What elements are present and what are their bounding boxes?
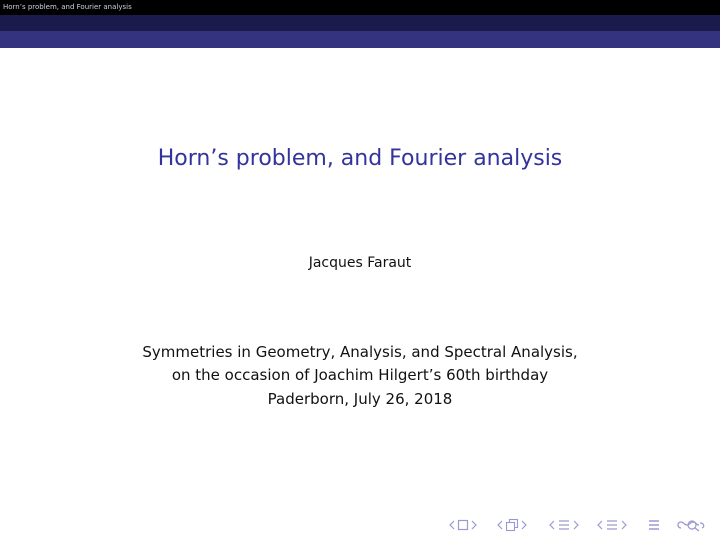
slide-title: Horn’s problem, and Fourier analysis <box>157 146 563 171</box>
navigation-bar <box>448 516 718 534</box>
event-line: Paderborn, July 26, 2018 <box>267 390 453 408</box>
search-icon[interactable] <box>676 516 708 534</box>
appendix-next-icon[interactable] <box>620 516 628 534</box>
appendix-icon[interactable] <box>605 516 619 534</box>
align-icon[interactable] <box>648 516 660 534</box>
appendix-prev-icon[interactable] <box>596 516 604 534</box>
frame-icon[interactable] <box>457 516 469 534</box>
event-line: on the occasion of Joachim Hilgert’s 60th birthday <box>171 366 549 384</box>
section-next-icon[interactable] <box>572 516 580 534</box>
header-bar <box>0 0 720 15</box>
author-name: Jacques Faraut <box>308 255 412 271</box>
header-short-title: Horn’s problem, and Fourier analysis <box>3 3 132 11</box>
event-line: Symmetries in Geometry, Analysis, and Spectral Analysis, <box>142 343 578 361</box>
header-band-dark <box>0 15 720 31</box>
subsection-prev-icon[interactable] <box>496 516 504 534</box>
header-band-light <box>0 31 720 48</box>
frame-next-icon[interactable] <box>470 516 478 534</box>
subsection-next-icon[interactable] <box>520 516 528 534</box>
section-prev-icon[interactable] <box>548 516 556 534</box>
frame-prev-icon[interactable] <box>448 516 456 534</box>
section-icon[interactable] <box>557 516 571 534</box>
subsection-icon[interactable] <box>505 516 519 534</box>
